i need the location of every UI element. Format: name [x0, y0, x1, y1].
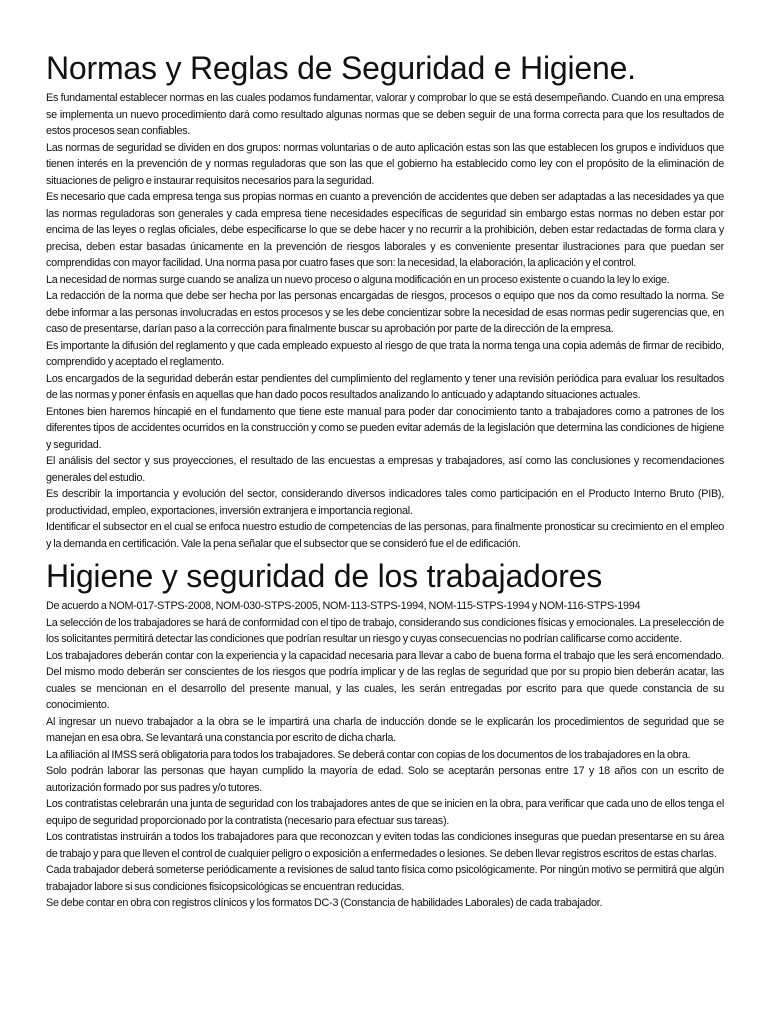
section1-paragraph: La redacción de la norma que debe ser hecha por las personas encargadas de riesgos, procesos o equipo que nos da como resultado la norma. Se debe informar a las personas involucradas en estos procesos y se les debe concientizar sobre la necesidad de esas normas pedir sugerencias que, en caso de presentarse, darían paso a la corrección para finalmente buscar su aprobación por parte de la dirección de la empresa.	[46, 290, 724, 335]
section1-paragraph: Es necesario que cada empresa tenga sus propias normas en cuanto a prevención de accidentes que deben ser adaptadas a las necesidades ya que las normas reguladoras son generales y cada empresa tiene necesidades específicas de seguridad sin embargo estas normas no deben estar por encima de las leyes o reglas oficiales, debe especificarse lo que se debe hacer y no recurrir a la prohibición, deben estar redactadas de forma clara y precisa, deben estar basadas únicamente en la prevención de riesgos laborales y es conveniente presentar ilustraciones para que puedan ser comprendidas con mayor facilidad. Una norma pasa por cuatro fases que son: la necesidad, la elaboración, la aplicación y el control.	[46, 191, 724, 269]
section1-paragraph: La necesidad de normas surge cuando se analiza un nuevo proceso o alguna modificación en un proceso existente o cuando la ley lo exige.	[46, 273, 670, 286]
section2-paragraph: La selección de los trabajadores se hará de conformidad con el tipo de trabajo, considerando sus condiciones físicas y emocionales. La preselección de los solicitantes permitirá detectar las condiciones que podrían resultar un riesgo y cuyas consecuencias no podrían calificarse como accidente.	[46, 616, 724, 645]
section1-paragraph: Es fundamental establecer normas en las cuales podamos fundamentar, valorar y comprobar lo que se está desempeñando. Cuando en una empresa se implementa un nuevo procedimiento dará como resultado algunas normas que se deben seguir de una forma correcta para que los resultados de estos procesos sean confiables.	[46, 92, 724, 137]
section2-paragraph: Al ingresar un nuevo trabajador a la obra se le impartirá una charla de inducción donde se le explicarán los procedimientos de seguridad que se manejan en esa obra. Se levantará una constancia por escrito de dicha charla.	[46, 715, 724, 744]
section2-paragraph: Cada trabajador deberá someterse periódicamente a revisiones de salud tanto física como psicológicamente. Por ningún motivo se permitirá que algún trabajador labore si sus condiciones fisicopsicológicas se encuentran reducidas.	[46, 864, 724, 893]
section2-title: Higiene y seguridad de los trabajadores	[46, 558, 603, 594]
section1-paragraph: El análisis del sector y sus proyecciones, el resultado de las encuestas a empresas y trabajadores, así como las conclusiones y recomendaciones generales del estudio.	[46, 455, 724, 484]
section2-paragraph: Los contratistas celebrarán una junta de seguridad con los trabajadores antes de que se inicien en la obra, para verificar que cada uno de ellos tenga el equipo de seguridad proporcionado por la contratista (necesario para efectuar sus tareas).	[46, 798, 724, 827]
section1-paragraph: Las normas de seguridad se dividen en dos grupos: normas voluntarias o de auto aplicación estas son las que establecen los grupos e individuos que tienen interés en la prevención de y normas reguladoras que son las que el gobierno ha establecido como ley con el propósito de la eliminación de situaciones de peligro e instaurar requisitos necesarios para la seguridad.	[46, 141, 724, 187]
section2-paragraph: Los contratistas instruirán a todos los trabajadores para que reconozcan y eviten todas las condiciones inseguras que puedan presentarse en su área de trabajo y para que lleven el control de cualquier peligro o exposición a enfermedades o lesiones. Se deben llevar registros escritos de estas charlas.	[46, 831, 724, 860]
section2-paragraph: Los trabajadores deberán contar con la experiencia y la capacidad necesaria para llevar a cabo de buena forma el trabajo que les será encomendado. Del mismo modo deberán ser conscientes de los riesgos que podría implicar y de las reglas de seguridad que por su propio bien deberán acatar, las cuales se mencionan en el desarrollo del presente manual, y las cuales, les serán entregadas por escrito para que quede constancia de su conocimiento.	[46, 649, 724, 711]
section1-paragraph: Entones bien haremos hincapié en el fundamento que tiene este manual para poder dar conocimiento tanto a trabajadores como a patrones de los diferentes tipos de accidentes ocurridos en la construcción y como se pueden evitar además de la legislación que determina las condiciones de higiene y seguridad.	[46, 405, 724, 451]
section2-paragraph: De acuerdo a NOM-017-STPS-2008, NOM-030-STPS-2005, NOM-113-STPS-1994, NOM-115-STPS-1994 y NOM-116-STPS-1994	[46, 600, 641, 612]
section1-body	[46, 90, 724, 552]
section1-paragraph: Identificar el subsector en el cual se enfoca nuestro estudio de competencias de las personas, para finalmente pronosticar su crecimiento en el empleo y la demanda en certificación. Vale la pena señalar que el subsector que se consideró fue el de edificación.	[46, 521, 724, 550]
section2-paragraph: Se debe contar en obra con registros clínicos y los formatos DC-3 (Constancia de habilidades Laborales) de cada trabajador.	[46, 897, 603, 909]
section2-paragraph: La afiliación al IMSS será obligatoria para todos los trabajadores. Se deberá contar con copias de los documentos de los trabajadores en la obra.	[46, 748, 691, 761]
document-page	[46, 48, 724, 912]
section1-paragraph: Es describir la importancia y evolución del sector, considerando diversos indicadores tales como participación en el Producto Interno Bruto (PIB), productividad, empleo, exportaciones, inversión extranjera e importancia regional.	[46, 488, 724, 517]
section2-body	[46, 598, 724, 912]
section1-paragraph: Es importante la difusión del reglamento y que cada empleado expuesto al riesgo de que trata la norma tenga una copia además de firmar de recibido, comprendido y aceptado el reglamento.	[46, 339, 724, 368]
section2-paragraph: Solo podrán laborar las personas que hayan cumplido la mayoría de edad. Solo se aceptarán personas entre 17 y 18 años con un escrito de autorización formado por sus padres y/o tutores.	[46, 765, 724, 794]
section1-title: Normas y Reglas de Seguridad e Higiene.	[46, 50, 636, 86]
section1-paragraph: Los encargados de la seguridad deberán estar pendientes del cumplimiento del reglamento y tener una revisión periódica para evaluar los resultados de las normas y poner énfasis en aquellas que han dado pocos resultados analizando lo anticuado y adaptando situaciones actuales.	[46, 372, 724, 401]
